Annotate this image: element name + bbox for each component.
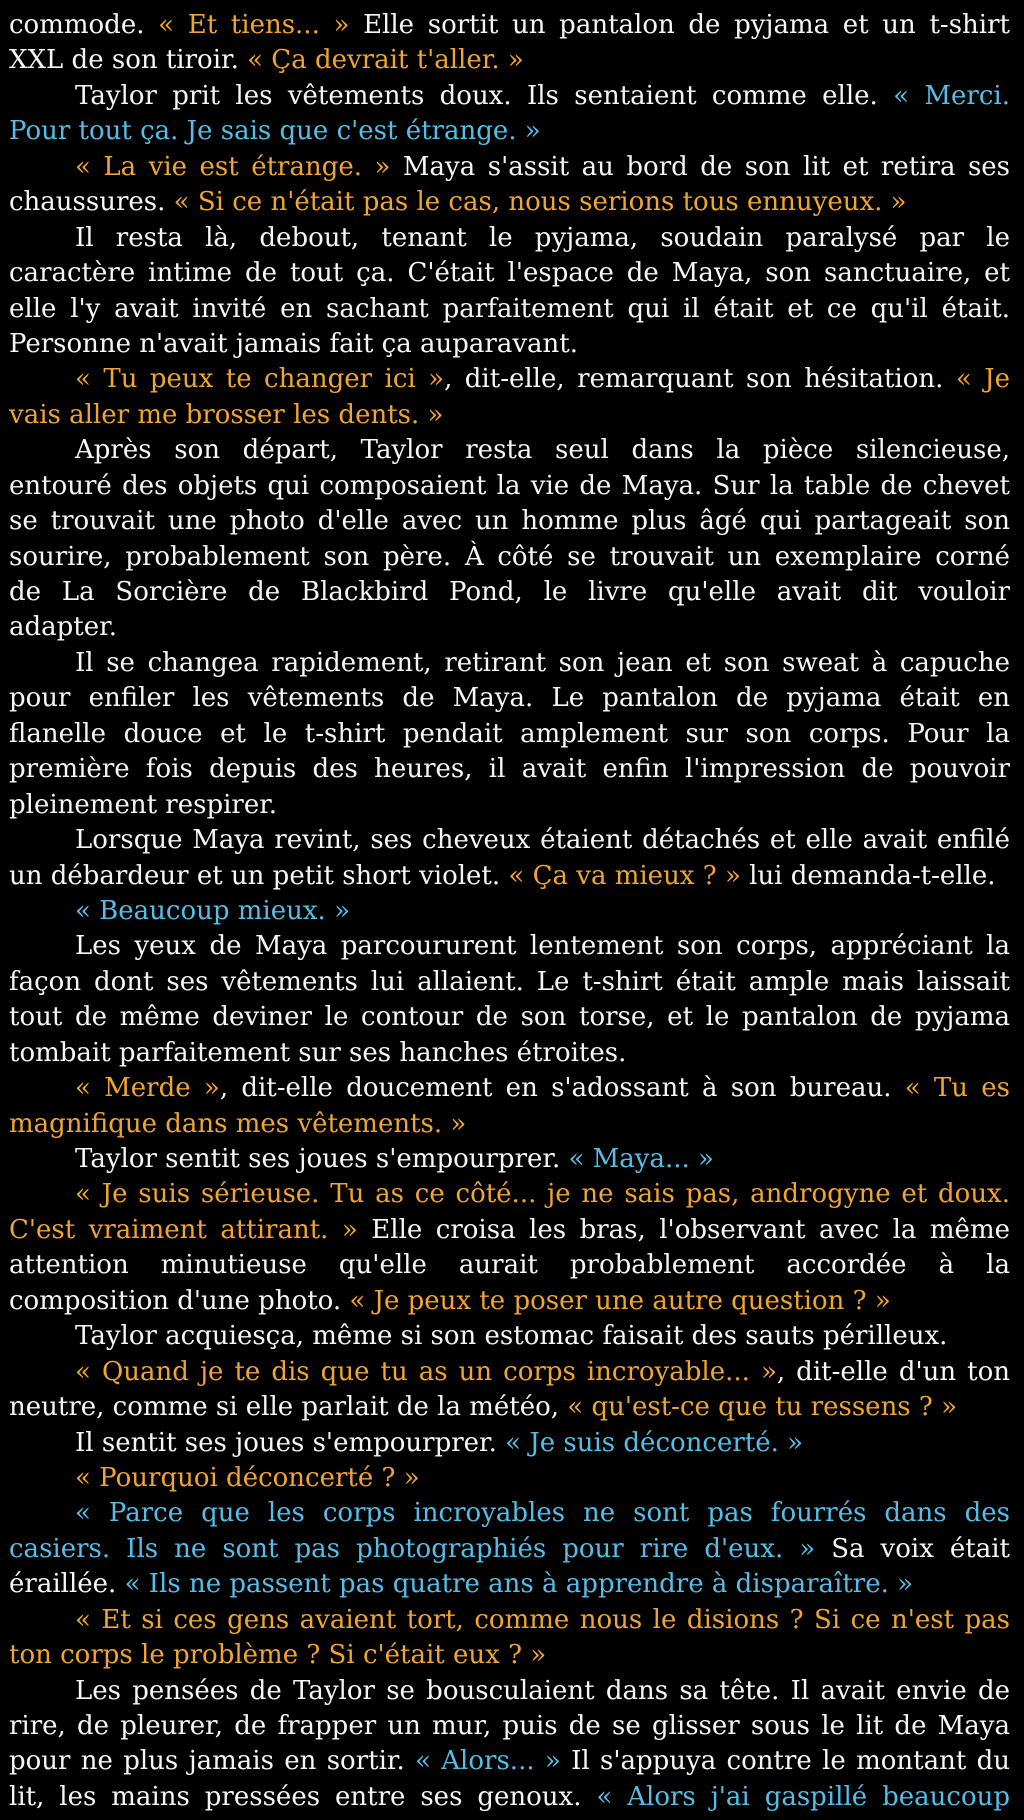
narration-text: éraillée. (9, 1569, 125, 1600)
maya-dialogue: magnifique dans mes vêtements. » (9, 1108, 467, 1139)
text-line (9, 150, 1010, 185)
taylor-dialogue: « Je suis déconcerté. » (505, 1427, 804, 1458)
maya-dialogue: « Pourquoi déconcerté ? » (75, 1462, 420, 1493)
narration-text: caractère intime de tout ça. C'était l'espace de Maya, son sanctuaire, et (9, 258, 1010, 289)
narration-text: Taylor sentit ses joues s'empourprer. (75, 1144, 569, 1174)
narration-text: flanelle douce et le t-shirt pendait amplement sur son corps. Pour la (9, 718, 1010, 749)
text-line (9, 1284, 1010, 1319)
text-line (9, 1107, 1010, 1142)
text-line (9, 681, 1010, 716)
narration-text: Il resta là, debout, tenant le pyjama, soudain paralysé par le (75, 222, 1010, 253)
maya-dialogue: « Ça va mieux ? » (508, 860, 741, 891)
text-line (9, 894, 1010, 929)
taylor-dialogue: casiers. Ils ne sont pas photographiés pour rire d'eux. » (9, 1533, 816, 1564)
narration-text: Elle sortit un pantalon de pyjama et un t-shirt (349, 10, 1010, 40)
text-line (9, 1000, 1010, 1035)
text-line (9, 823, 1010, 858)
narration-text: de La Sorcière de Blackbird Pond, le livre qu'elle avait dit vouloir (9, 577, 1010, 607)
text-line (9, 1142, 1010, 1177)
maya-dialogue: « qu'est-ce que tu ressens ? » (567, 1392, 958, 1423)
text-line (9, 8, 1010, 43)
maya-dialogue: « Et si ces gens avaient tort, comme nous le disions ? Si ce n'est pas (75, 1604, 1010, 1635)
narration-text: Taylor acquiesça, même si son estomac faisait des sauts périlleux. (75, 1321, 948, 1352)
text-line (9, 1567, 1010, 1602)
taylor-dialogue: Pour tout ça. Je sais que c'est étrange. » (9, 116, 541, 147)
narration-text: neutre, comme si elle parlait de la météo, (9, 1392, 568, 1423)
maya-dialogue: ton corps le problème ? Si c'était eux ? » (9, 1640, 547, 1671)
text-line (9, 1496, 1010, 1531)
text-line (9, 752, 1010, 787)
text-line (9, 1177, 1010, 1212)
narration-text: commode. (9, 10, 159, 40)
text-line (9, 433, 1010, 468)
taylor-dialogue: « Merci. (893, 80, 1010, 111)
narration-text: Les pensées de Taylor se bousculaient dans sa tête. Il avait envie de (75, 1675, 1010, 1706)
maya-dialogue: « Si ce n'était pas le cas, nous serions tous ennuyeux. » (173, 187, 907, 218)
narration-text: , dit-elle, remarquant son hésitation. (444, 364, 956, 395)
maya-dialogue: C'est vraiment attirant. » (9, 1214, 358, 1245)
text-line (9, 929, 1010, 964)
maya-dialogue: « Ça devrait t'aller. » (247, 45, 524, 76)
text-line (9, 1638, 1010, 1673)
text-line (9, 1461, 1010, 1496)
maya-dialogue: « Et tiens... » (158, 10, 350, 40)
text-line (9, 79, 1010, 114)
text-line (9, 256, 1010, 291)
narration-text: chaussures. (9, 187, 174, 218)
text-line (9, 575, 1010, 610)
text-line (9, 221, 1010, 256)
text-line (9, 788, 1010, 823)
narration-text: sourire, probablement son père. À côté se trouvait un exemplaire corné (9, 541, 1010, 572)
text-line (9, 540, 1010, 575)
text-line (9, 1390, 1010, 1425)
maya-dialogue: « Tu es (904, 1073, 1010, 1104)
narration-text: Après son départ, Taylor resta seul dans la pièce silencieuse, (75, 435, 1010, 466)
narration-text: Sa voix était (815, 1533, 1010, 1564)
text-line (9, 398, 1010, 433)
narration-text: , dit-elle d'un ton (776, 1356, 1010, 1387)
taylor-dialogue: « Parce que les corps incroyables ne sont pas fourrés dans des (75, 1498, 1010, 1529)
narration-text: Personne n'avait jamais fait ça auparavant. (9, 328, 578, 359)
text-line (9, 1319, 1010, 1354)
text-line (9, 292, 1010, 327)
narration-text: rire, de pleurer, de frapper un mur, puis de se glisser sous le lit de Maya (9, 1711, 1010, 1741)
text-line (9, 1780, 1010, 1815)
text-line (9, 610, 1010, 645)
maya-dialogue: « Tu peux te changer ici » (75, 364, 445, 395)
taylor-dialogue: « Alors... » (415, 1746, 561, 1777)
maya-dialogue: « Merde » (75, 1073, 220, 1104)
narration-text: première fois depuis des heures, il avait enfin l'impression de pouvoir (9, 754, 1010, 785)
text-line (9, 1071, 1010, 1106)
narration-text: se trouvait une photo d'elle avec un homme plus âgé qui partageait son (9, 506, 1010, 537)
narration-text: Taylor prit les vêtements doux. Ils sentaient comme elle. (75, 80, 894, 111)
text-line (9, 43, 1010, 78)
narration-text: un débardeur et un petit short violet. (9, 860, 509, 891)
narration-text: Il s'appuya contre le montant du (560, 1746, 1010, 1777)
text-line (9, 717, 1010, 752)
text-line (9, 1248, 1010, 1283)
text-line (9, 362, 1010, 397)
narration-text: Elle croisa les bras, l'observant avec la même (357, 1214, 1010, 1245)
text-line (9, 1532, 1010, 1567)
text-line (9, 1744, 1010, 1779)
text-line (9, 1036, 1010, 1071)
text-line (9, 965, 1010, 1000)
narration-text: lit, les mains pressées entre ses genoux. (9, 1781, 597, 1812)
text-line (9, 327, 1010, 362)
narration-text: pleinement respirer. (9, 789, 278, 820)
narration-text: Il se changea rapidement, retirant son jean et son sweat à capuche (75, 647, 1010, 678)
narration-text: pour ne plus jamais en sortir. (9, 1746, 416, 1777)
narration-text: façon dont ses vêtements lui allaient. Le t-shirt était ample mais laissait (9, 966, 1010, 997)
text-line (9, 114, 1010, 149)
text-line (9, 469, 1010, 504)
narration-text: , dit-elle doucement en s'adossant à son bureau. (219, 1073, 905, 1104)
narration-text: entouré des objets qui composaient la vie de Maya. Sur la table de chevet (9, 470, 1010, 501)
text-line (9, 1355, 1010, 1390)
narration-text: lui demanda-t-elle. (740, 860, 996, 891)
maya-dialogue: « Je (955, 364, 1010, 395)
narration-text: XXL de son tiroir. (9, 45, 248, 76)
narration-text: pour enfiler les vêtements de Maya. Le pantalon de pyjama était en (9, 683, 1010, 714)
taylor-dialogue: « Maya... » (568, 1144, 714, 1174)
text-line (9, 504, 1010, 539)
narration-text: Il sentit ses joues s'empourprer. (75, 1427, 506, 1458)
narration-text: adapter. (9, 612, 117, 643)
text-line (9, 1603, 1010, 1638)
narration-text: tout de même deviner le contour de son torse, et le pantalon de pyjama (9, 1002, 1010, 1033)
narration-text: Les yeux de Maya parcoururent lentement son corps, appréciant la (75, 931, 1010, 962)
narration-text: composition d'une photo. (9, 1285, 350, 1316)
text-line (9, 1213, 1010, 1248)
text-line (9, 1426, 1010, 1461)
text-line (9, 1674, 1010, 1709)
narration-text: Lorsque Maya revint, ses cheveux étaient détachés et elle avait enfilé (75, 825, 1010, 856)
maya-dialogue: « Je peux te poser une autre question ? » (349, 1285, 891, 1316)
text-line (9, 1709, 1010, 1744)
maya-dialogue: « Je suis sérieuse. Tu as ce côté... je ne sais pas, androgyne et doux. (75, 1179, 1010, 1210)
narration-text: elle l'y avait invité en sachant parfaitement qui il était et ce qu'il était. (9, 293, 1010, 324)
narration-text: attention minutieuse qu'elle aurait probablement accordée à la (9, 1250, 1010, 1281)
text-line (9, 859, 1010, 894)
narration-text: tombait parfaitement sur ses hanches étroites. (9, 1037, 627, 1068)
maya-dialogue: « Quand je te dis que tu as un corps incroyable... » (75, 1356, 777, 1387)
text-line (9, 185, 1010, 220)
taylor-dialogue: « Beaucoup mieux. » (75, 895, 350, 926)
maya-dialogue: « La vie est étrange. » (75, 151, 391, 182)
maya-dialogue: vais aller me brosser les dents. » (9, 399, 444, 430)
text-line (9, 646, 1010, 681)
taylor-dialogue: « Alors j'ai gaspillé beaucoup (596, 1781, 1010, 1812)
taylor-dialogue: « Ils ne passent pas quatre ans à apprendre à disparaître. » (124, 1569, 914, 1600)
narration-text: Maya s'assit au bord de son lit et retira ses (390, 151, 1010, 182)
